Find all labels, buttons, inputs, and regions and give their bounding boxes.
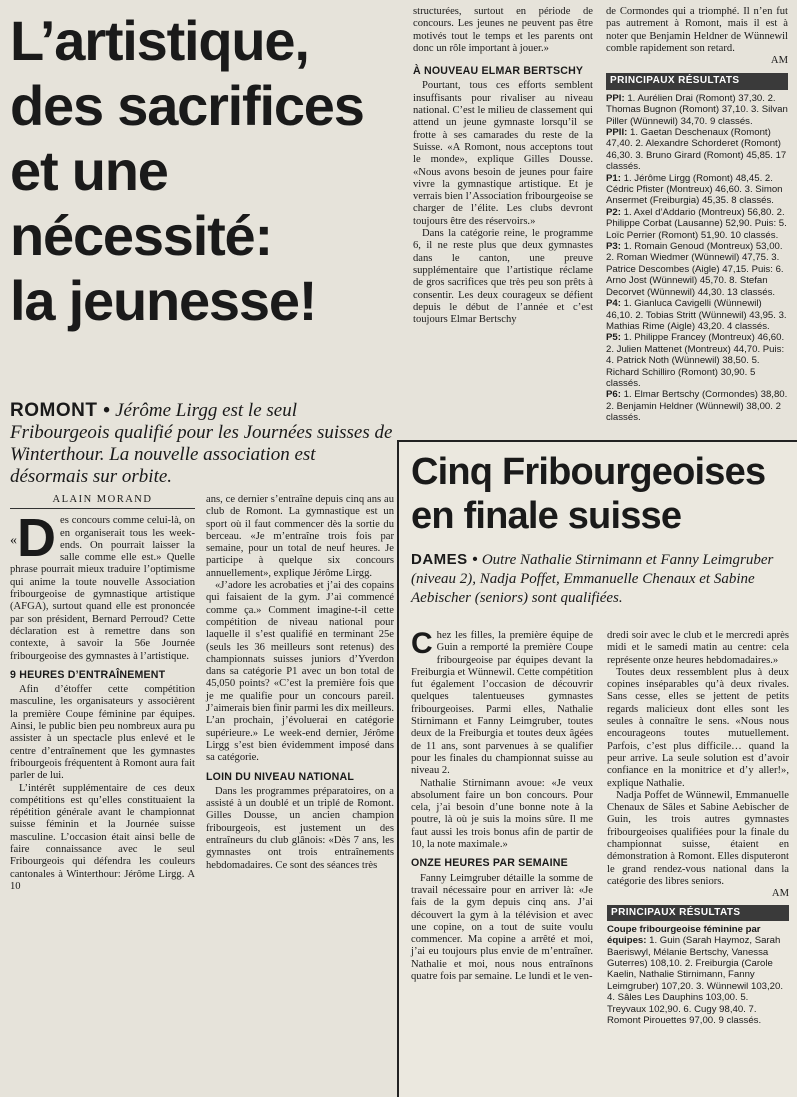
result-category: P5: — [606, 332, 621, 344]
result-text: 1. Romain Genoud (Montreux) 53,00. 2. Roman Wiedmer (Wünnewil) 47,75. 3. Patrice Descombes (Aigle) 47,15. Puis: 6. Arno Jost (Wünnewil) 45,70. 8. Stefan Decorvet (Wünnewil) 44,30. 13 classés. — [606, 241, 784, 298]
article-2-headline — [411, 450, 791, 538]
result-category: PPII: — [606, 127, 628, 138]
result-item — [606, 332, 788, 389]
result-text: 1. Aurélien Drai (Romont) 37,30. 2. Thomas Bugnon (Romont) 37,10. 3. Silvan Piller (Wünnewil) 34,70. 9 classés. — [606, 92, 788, 127]
paragraph: Dans la catégorie reine, le programme 6, il ne reste plus que deux gymnastes dans le canton, une preuve supplémentaire que l’artistique réclame de gros sacrifices que très peu son prêts à consentir. Les deux courageux se défient depuis le début de l’année et c’est toujours Elmar Bertschy — [413, 228, 593, 326]
result-text: 1. Gaetan Deschenaux (Romont) 47,40. 2. Alexandre Schorderet (Romont) 46,30. 3. Bruno Girard (Romont) 45,85. 17 classés. — [606, 127, 787, 173]
headline-line: L’artistique, — [10, 9, 309, 72]
paragraph: structurées, surtout en période de concours. Les jeunes ne peuvent pas être motivés tout le temps et les parents ont donc un rôle important à jouer.» — [413, 6, 593, 54]
headline-line: nécessité: — [10, 204, 272, 267]
result-category: P2: — [606, 206, 621, 218]
paragraph: Nathalie Stirnimann avoue: «Je veux absolument faire un bon concours. Pour cela, j’ai besoin d’une bonne note à la poutre, là où je suis la moins sûre. Il me faut aussi les trois bonus afin de partir de 10, la note maximale.» — [411, 777, 593, 851]
result-text: 1. Gianluca Cavigelli (Wünnewil) 46,10. 2. Tobias Stritt (Wünnewil) 43,95. 3. Mathias Rime (Aigle) 43,20. 4 classés. — [606, 298, 787, 332]
paragraph: Pourtant, tous ces efforts semblent insuffisants pour rivaliser au niveau national. C’est le milieu de classement qui attend un jeune gymnaste lorsqu’il se frotte à ses camarades du reste de la Suisse. «A Romont, nous acceptons tout le monde», explique Gilles Dousse. «Nous avons besoin de jeunes pour faire vivre la gymnastique artistique. Et je verrais bien l’Association fribourgeoise se charger de l’élite. Les clubs devront toujours être des réservoirs.» — [413, 80, 593, 227]
paragraph: es concours comme celui-là, on en organiserait tous les week-ends. On pourrait laisser la salle comme elle est.» Quelle phrase pourrait mieux traduire l’optimisme qui anime la toute nouvelle Association fribourgeoise de gymnastique artistique (AFGA), surtout quand elle est prononcée par son président, Bernard Perroud? Cette déclaration est à remettre dans son contexte, à savoir la 56e Journée fribourgeoise des gymnastes à l’artistique. — [10, 515, 195, 662]
paragraph: de Cormondes qui a triomphé. Il n’en fut pas autrement à Romont, mais il est à noter que Benjamin Heldner de Wünnewil comble rapidement son retard. — [606, 6, 788, 54]
headline-line: la jeunesse! — [10, 269, 317, 332]
result-item — [606, 241, 788, 298]
opening-quote: « — [10, 533, 17, 549]
deck-text: Jérôme Lirgg est le seul Fribourgeois qualifié pour les Journées suisses de Winterthour. La nouvelle association est désormais sur orbite. — [10, 400, 393, 487]
results-heading: PRINCIPAUX RÉSULTATS — [607, 905, 789, 921]
paragraph: dredi soir avec le club et le mercredi après midi et le samedi matin au centre: cela représente onze heures hebdomadaires.» — [607, 630, 789, 666]
result-item — [606, 127, 788, 173]
result-category: P1: — [606, 172, 621, 184]
paragraph: ans, ce dernier s’entraîne depuis cinq ans au club de Romont. La gymnastique est un sport où il faut commencer dès la sortie du berceau. «Je m’entraîne trois fois par semaine, pour un total de neuf heures. Je participe à quelque six concours annuellement», explique Jérôme Lirgg. — [206, 494, 394, 579]
subheading: À NOUVEAU ELMAR BERTSCHY — [413, 65, 584, 78]
result-item — [606, 389, 788, 423]
author-signature: AM — [770, 55, 788, 67]
results-heading: PRINCIPAUX RÉSULTATS — [606, 73, 788, 89]
subheading: ONZE HEURES PAR SEMAINE — [411, 857, 568, 870]
paragraph: Afin d’étoffer cette compétition masculine, les organisateurs y associèrent la première Coupe féminine par équipes. Ainsi, le public bien peu nombreux aura pu assister à un spectacle plus enlevé et le centre d’entraînement que les gymnastes fribourgeois fréquentent à Romont aura fait parler de lui. — [10, 684, 195, 782]
result-text: 1. Guin (Sarah Haymoz, Sarah Baeriswyl, Mélanie Bertschy, Vanessa Guterres) 108,10. 2. Freiburgia (Carole Kaelin, Nathalie Stirnimann, Fanny Leimgruber) 107,20. 3. Wünnewil 103,20. 4. Sâles Les Dauphins 103,00. 5. Treyvaux 102,90. 6. Cugy 98,40. 7. Romont Pirouettes 97,00. 9 classés. — [607, 935, 783, 1027]
article-1-column-3 — [413, 6, 593, 326]
result-category: P3: — [606, 241, 621, 253]
headline-line: des sacrifices — [10, 74, 364, 137]
result-category: P6: — [606, 389, 621, 401]
drop-cap: D — [17, 508, 56, 569]
result-item — [606, 207, 788, 241]
result-text: 1. Philippe Francey (Montreux) 46,60. 2. Julien Mattenet (Montreux) 44,70. Puis: 4. Patrick Noth (Wünnewil) 38,50. 5. Richard Schilliro (Romont) 30,90. 5 classés. — [606, 332, 785, 389]
drop-cap: C — [411, 627, 433, 660]
result-text: 1. Jérôme Lirgg (Romont) 48,45. 2. Cédric Pfister (Montreux) 46,60. 3. Simon Ansermet (Freiburgia) 45,35. 8 classés. — [606, 172, 783, 207]
article-1-column-4 — [606, 6, 788, 424]
result-item — [606, 173, 788, 207]
results-list — [606, 93, 788, 424]
deck-text: Outre Nathalie Stirnimann et Fanny Leimgruber (niveau 2), Nadja Poffet, Emmanuelle Chenaux et Sabine Aebischer (seniors) sont qualifiées. — [411, 552, 774, 606]
article-2-column-1 — [411, 627, 593, 983]
result-category: P4: — [606, 298, 621, 310]
article-1-column-2 — [206, 494, 394, 872]
article-2-deck — [411, 550, 786, 608]
result-item — [606, 298, 788, 332]
deck-location: ROMONT • — [10, 400, 111, 421]
paragraph: Nadja Poffet de Wünnewil, Emmanuelle Chenaux de Sâles et Sabine Aebischer de Guin, les trois autres gymnastes fribourgeoises qualifiées pour la finale du championnat suisse, étaient en démonstration à Romont. Elles disputeront le grand rendez-vous national dans la catégorie des libres seniors. — [607, 789, 789, 887]
paragraph: Dans les programmes préparatoires, on a assisté à un doublé et un triplé de Romont. Gilles Dousse, un ancien champion fribourgeois, est justement un des entraîneurs du club glânois: «Dès 7 ans, les gymnastes ont trois entraînements hebdomadaires. Ce sont des séances très — [206, 785, 394, 871]
subheading: 9 HEURES D’ENTRAÎNEMENT — [10, 668, 166, 681]
headline-line: en finale suisse — [411, 495, 682, 537]
lead-paragraph — [10, 508, 195, 663]
paragraph: «J’adore les acrobaties et j’ai des copains qui faisaient de la gym. J’ai commencé comme ça.» Comment imagine-t-il cette compétition de niveau national pour laquelle il s’est qualifié en terminant 25e (seuls les 36 meilleurs sont retenus) des championnats suisses juniors d’Yverdon dans sa catégorie P1 avec un bon total de 45,050 points? «C’est la première fois que je me qualifie pour un concours pareil. J’aimerais bien finir parmi les dix meilleurs. L’an prochain, j’évoluerai en catégorie supérieure.» Le week-end dernier, Jérôme Lirgg s’est bien évidemment imposé dans sa catégorie. — [206, 580, 394, 764]
article-1-headline — [10, 8, 400, 333]
article-2 — [397, 440, 797, 1097]
deck-location: DAMES • — [411, 551, 479, 568]
author-signature: AM — [771, 888, 789, 900]
article-1-column-1 — [10, 494, 195, 893]
paragraph: hez les filles, la première équipe de Guin a remporté la première Coupe fribourgeoise par équipes devant la Freiburgia et Wünnewil. Cette compétition fut également l’occasion de découvrir quelques talentueuses gymnastes fribourgeoises. Parmi elles, Nathalie Stirnimann et Fanny Leimgruber, toutes deux de la Freiburgia et toutes deux âgées de 11 ans, sont parvenues à se qualifier pour les finales du championnat suisse au niveau 2. — [411, 630, 593, 777]
results-list — [607, 924, 789, 1027]
lead-paragraph — [411, 627, 593, 778]
article-2-column-2 — [607, 630, 789, 1026]
paragraph: L’intérêt supplémentaire de ces deux compétitions est qu’elles constituaient la répétition générale avant le championnat suisse féminin et la Journée suisse masculine. L’occasion était ainsi belle de faire connaissance avec le seul Fribourgeois qui défendra les couleurs cantonales à Winterthour: Jérôme Lirgg. A 10 — [10, 782, 195, 892]
result-text: 1. Axel d’Addario (Montreux) 56,80. 2. Philippe Corbat (Lausanne) 52,90. Puis: 5. Loïc Perrier (Romont) 51,90. 10 classés. — [606, 206, 787, 241]
byline: ALAIN MORAND — [10, 494, 195, 509]
result-item — [606, 93, 788, 127]
headline-line: Cinq Fribourgeoises — [411, 451, 766, 493]
headline-line: et une — [10, 139, 168, 202]
article-1-deck — [10, 400, 395, 488]
result-text: 1. Elmar Bertschy (Cormondes) 38,80. 2. Benjamin Heldner (Wünnewil) 38,00. 2 classés. — [606, 389, 788, 424]
subheading: LOIN DU NIVEAU NATIONAL — [206, 770, 355, 783]
result-category: PPI: — [606, 92, 625, 104]
result-category: Coupe fribourgeoise féminine par équipes: — [607, 923, 761, 947]
paragraph: Fanny Leimgruber détaille la somme de travail nécessaire pour en arriver là: «Je fais de la gym depuis cinq ans. J’ai découvert la gym à la télévision et avec une copine, on a tout de suite voulu commencer. Ma copine a arrêté et moi, j’ai eu toujours plus envie de m’entraîner. Nathalie et moi, nous nous entraînons quatre fois par semaine. Le lundi et le ven- — [411, 872, 593, 983]
paragraph: Toutes deux ressemblent plus à deux copines inséparables qu’à deux rivales. Sans cesse, elles se jettent de petits regards malicieux dont elles sont les seules à connaître le sens. «Nous nous encourageons toutes mutuellement. Parfois, c’est plus difficile… quand la peur arrive. La seule solution est d’avoir confiance en la monitrice et d’y aller!», explique Nathalie. — [607, 666, 789, 789]
